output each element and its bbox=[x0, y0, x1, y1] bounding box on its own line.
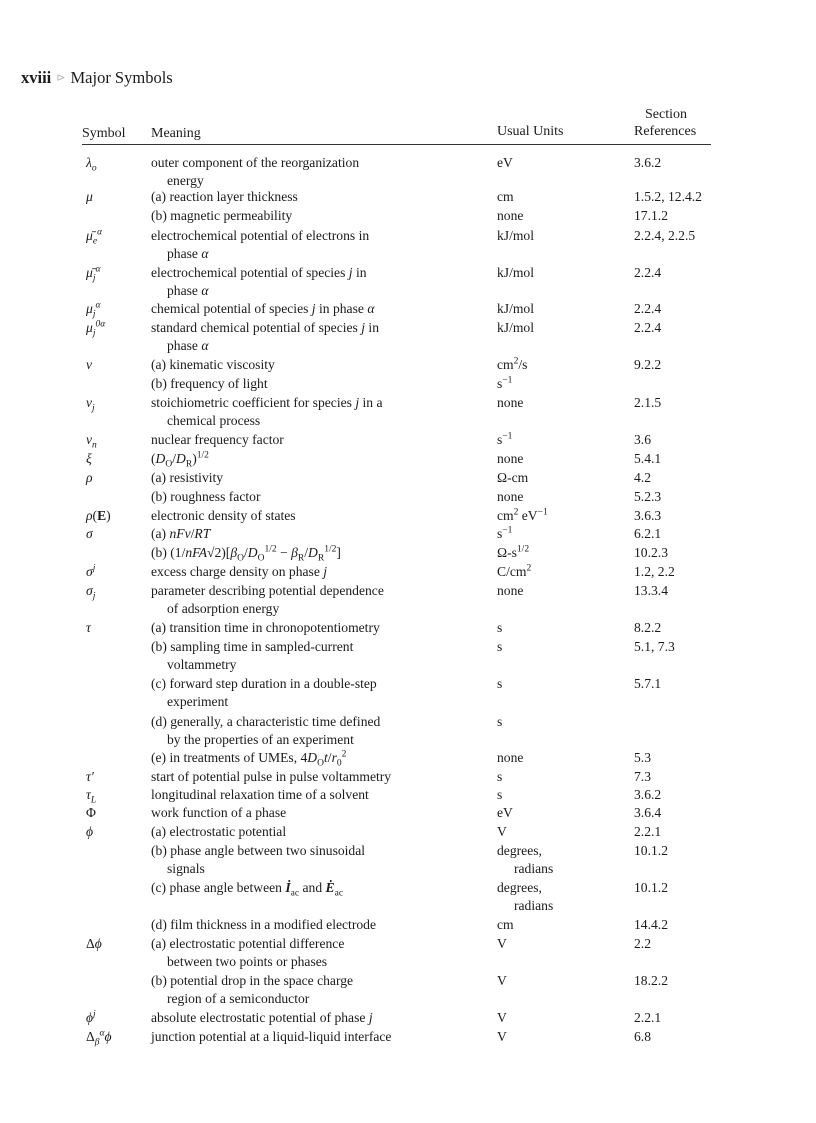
symbol-cell: ξ bbox=[86, 451, 92, 466]
meaning-line: (b) potential drop in the space charge bbox=[151, 973, 354, 988]
symbol-cell: $\Delta_\beta^\alpha\phi$ bbox=[86, 1028, 112, 1048]
meaning-cell bbox=[151, 675, 491, 710]
units-line: s bbox=[497, 639, 503, 654]
units-line: V bbox=[497, 1010, 507, 1025]
units-cell bbox=[497, 300, 617, 318]
section-references-cell: 2.2.4 bbox=[634, 301, 662, 316]
units-line: V bbox=[497, 973, 507, 988]
section-references-cell: 3.6.2 bbox=[634, 155, 662, 170]
meaning-line: (e) in treatments of UMEs, $4D_Ot/r_0^2$ bbox=[151, 749, 347, 769]
meaning-cell bbox=[151, 207, 491, 225]
units-cell bbox=[497, 786, 617, 804]
meaning-cell bbox=[151, 394, 491, 429]
units-line: degrees, bbox=[497, 880, 542, 895]
meaning-line: (a) electrostatic potential bbox=[151, 824, 287, 839]
section-references-cell: 5.7.1 bbox=[634, 676, 662, 691]
units-cell bbox=[497, 563, 617, 581]
units-cell bbox=[497, 431, 617, 449]
meaning-line: (b) roughness factor bbox=[151, 489, 261, 504]
meaning-cell bbox=[151, 768, 491, 786]
meaning-line: (d) generally, a characteristic time defined bbox=[151, 714, 381, 729]
column-header-symbol: Symbol bbox=[82, 126, 126, 141]
meaning-cell bbox=[151, 356, 491, 374]
meaning-cell bbox=[151, 300, 491, 318]
section-references-cell: 1.2, 2.2 bbox=[634, 564, 675, 579]
units-cell bbox=[497, 916, 617, 934]
meaning-line: phase α bbox=[167, 245, 209, 261]
meaning-cell bbox=[151, 972, 491, 1007]
units-line: eV bbox=[497, 155, 513, 170]
section-references-cell: 5.1, 7.3 bbox=[634, 639, 675, 654]
meaning-line: start of potential pulse in pulse voltammetry bbox=[151, 769, 392, 784]
symbol-cell: ρ bbox=[86, 470, 93, 485]
symbol-cell: ϕ bbox=[86, 824, 94, 839]
section-references-cell: 2.1.5 bbox=[634, 395, 662, 410]
units-line: kJ/mol bbox=[497, 301, 535, 316]
meaning-line: stoichiometric coefficient for species j in a bbox=[151, 395, 383, 410]
units-line: kJ/mol bbox=[497, 228, 535, 243]
section-references-cell: 10.1.2 bbox=[634, 843, 668, 858]
units-cell bbox=[497, 375, 617, 393]
meaning-cell bbox=[151, 154, 491, 189]
meaning-cell bbox=[151, 563, 491, 581]
arrow-icon: ⊳ bbox=[56, 72, 66, 84]
meaning-line: phase α bbox=[167, 337, 209, 353]
meaning-cell bbox=[151, 469, 491, 487]
units-cell bbox=[497, 544, 617, 562]
section-references-cell: 5.4.1 bbox=[634, 451, 662, 466]
units-line: radians bbox=[514, 897, 554, 913]
symbol-cell: $\sigma^j$ bbox=[86, 563, 96, 579]
meaning-cell bbox=[151, 450, 491, 468]
section-references-cell: 2.2.4 bbox=[634, 265, 662, 280]
section-references-cell: 10.1.2 bbox=[634, 880, 668, 895]
units-line: none bbox=[497, 489, 524, 504]
meaning-cell bbox=[151, 916, 491, 934]
section-references-cell: 4.2 bbox=[634, 470, 651, 485]
meaning-cell bbox=[151, 1009, 491, 1027]
meaning-cell bbox=[151, 638, 491, 673]
units-line: none bbox=[497, 208, 524, 223]
meaning-line: (c) phase angle between $İ_{ac}$ and $Ė_{ac}$ bbox=[151, 880, 344, 899]
meaning-line: (a) kinematic viscosity bbox=[151, 357, 275, 372]
units-line: eV bbox=[497, 805, 513, 820]
units-line: Ω-cm bbox=[497, 470, 529, 485]
units-cell bbox=[497, 1028, 617, 1046]
meaning-line: experiment bbox=[167, 693, 229, 709]
meaning-line: (c) forward step duration in a double-step bbox=[151, 676, 377, 691]
meaning-cell bbox=[151, 1028, 491, 1046]
units-cell bbox=[497, 823, 617, 841]
meaning-cell bbox=[151, 544, 491, 562]
section-references-cell: 9.2.2 bbox=[634, 357, 662, 372]
units-cell bbox=[497, 675, 617, 693]
symbol-cell: $\lambda_o$ bbox=[86, 155, 97, 174]
meaning-line: between two points or phases bbox=[167, 953, 328, 969]
symbol-cell: $\mū_e^\alpha$ bbox=[86, 227, 103, 247]
section-references-cell: 3.6.4 bbox=[634, 805, 662, 820]
units-cell bbox=[497, 356, 617, 374]
units-cell bbox=[497, 394, 617, 412]
meaning-cell bbox=[151, 319, 491, 354]
symbol-cell: $\mu_j^\alpha$ bbox=[86, 300, 101, 320]
units-line: s bbox=[497, 769, 503, 784]
units-line: kJ/mol bbox=[497, 265, 535, 280]
units-line: V bbox=[497, 1029, 507, 1044]
meaning-cell bbox=[151, 842, 491, 877]
meaning-line: electronic density of states bbox=[151, 508, 296, 523]
meaning-line: of adsorption energy bbox=[167, 600, 280, 616]
units-cell bbox=[497, 582, 617, 600]
units-cell bbox=[497, 749, 617, 767]
units-line: cm bbox=[497, 917, 514, 932]
column-header-units: Usual Units bbox=[497, 124, 564, 139]
symbol-cell: $\mu_j^{0\alpha}$ bbox=[86, 319, 106, 339]
meaning-cell bbox=[151, 582, 491, 617]
meaning-cell bbox=[151, 525, 491, 543]
page-title: Major Symbols bbox=[70, 68, 173, 87]
symbol-cell: $\sigma_j$ bbox=[86, 583, 96, 602]
symbol-cell: Φ bbox=[86, 805, 96, 820]
symbol-cell: τ bbox=[86, 620, 91, 635]
meaning-line: (b) frequency of light bbox=[151, 376, 268, 391]
meaning-line: (a) nFv/RT bbox=[151, 526, 211, 541]
column-header-references: References bbox=[634, 124, 697, 139]
section-references-cell: 7.3 bbox=[634, 769, 651, 784]
meaning-line: longitudinal relaxation time of a solvent bbox=[151, 787, 369, 802]
header-rule bbox=[82, 144, 711, 145]
symbol-cell: $\nu_j$ bbox=[86, 395, 95, 414]
symbol-cell: ρ(E) bbox=[86, 508, 111, 523]
meaning-cell bbox=[151, 713, 491, 748]
units-cell bbox=[497, 450, 617, 468]
symbol-cell: μ bbox=[86, 189, 93, 204]
meaning-cell bbox=[151, 227, 491, 262]
units-cell bbox=[497, 713, 617, 731]
section-references-cell: 5.2.3 bbox=[634, 489, 662, 504]
meaning-cell bbox=[151, 823, 491, 841]
meaning-line: voltammetry bbox=[167, 656, 237, 672]
meaning-line: (a) reaction layer thickness bbox=[151, 189, 298, 204]
section-references-cell: 3.6.3 bbox=[634, 508, 662, 523]
meaning-line: region of a semiconductor bbox=[167, 990, 310, 1006]
meaning-line: excess charge density on phase j bbox=[151, 564, 328, 579]
meaning-line: (b) magnetic permeability bbox=[151, 208, 293, 223]
units-line: $C/cm^2$ bbox=[497, 563, 532, 579]
section-references-cell: 1.5.2, 12.4.2 bbox=[634, 189, 702, 204]
units-line: s bbox=[497, 714, 503, 729]
meaning-line: (a) transition time in chronopotentiometry bbox=[151, 620, 380, 635]
meaning-cell bbox=[151, 507, 491, 525]
section-references-cell: 18.2.2 bbox=[634, 973, 668, 988]
units-line: radians bbox=[514, 860, 554, 876]
units-cell bbox=[497, 972, 617, 990]
meaning-line: $(D_O/D_R)^{1/2}$ bbox=[151, 450, 209, 470]
units-line: $\Omega-s^{1/2}$ bbox=[497, 544, 530, 560]
units-line: V bbox=[497, 936, 507, 951]
meaning-cell bbox=[151, 879, 491, 897]
meaning-line: outer component of the reorganization bbox=[151, 155, 360, 170]
meaning-line: by the properties of an experiment bbox=[167, 731, 354, 747]
units-cell bbox=[497, 935, 617, 953]
units-line: none bbox=[497, 395, 524, 410]
section-references-cell: 14.4.2 bbox=[634, 917, 668, 932]
meaning-cell bbox=[151, 935, 491, 970]
meaning-cell bbox=[151, 786, 491, 804]
units-line: none bbox=[497, 451, 524, 466]
units-cell bbox=[497, 804, 617, 822]
symbol-cell: $\mū_j^\alpha$ bbox=[86, 264, 101, 284]
meaning-line: chemical potential of species j in phase α bbox=[151, 301, 375, 316]
meaning-line: standard chemical potential of species j in bbox=[151, 320, 380, 335]
units-line: none bbox=[497, 583, 524, 598]
meaning-line: (d) film thickness in a modified electrode bbox=[151, 917, 376, 932]
meaning-cell bbox=[151, 264, 491, 299]
units-line: kJ/mol bbox=[497, 320, 535, 335]
units-cell bbox=[497, 188, 617, 206]
symbol-cell: $\tau_L$ bbox=[86, 787, 97, 806]
column-header-section: Section bbox=[645, 107, 687, 122]
section-references-cell: 2.2.1 bbox=[634, 824, 662, 839]
meaning-line: (a) resistivity bbox=[151, 470, 224, 485]
section-references-cell: 3.6 bbox=[634, 432, 651, 447]
units-cell bbox=[497, 488, 617, 506]
units-cell bbox=[497, 154, 617, 172]
meaning-cell bbox=[151, 488, 491, 506]
symbol-cell: $\phi^j$ bbox=[86, 1009, 96, 1025]
meaning-line: parameter describing potential dependence bbox=[151, 583, 384, 598]
units-line: degrees, bbox=[497, 843, 542, 858]
section-references-cell: 17.1.2 bbox=[634, 208, 668, 223]
units-cell bbox=[497, 879, 617, 914]
section-references-cell: 2.2.4 bbox=[634, 320, 662, 335]
units-line: none bbox=[497, 750, 524, 765]
units-cell bbox=[497, 264, 617, 282]
meaning-cell bbox=[151, 619, 491, 637]
units-cell bbox=[497, 507, 617, 525]
section-references-cell: 13.3.4 bbox=[634, 583, 668, 598]
meaning-line: (a) electrostatic potential difference bbox=[151, 936, 345, 951]
meaning-line: chemical process bbox=[167, 412, 261, 428]
units-cell bbox=[497, 768, 617, 786]
symbol-cell: ν bbox=[86, 357, 93, 372]
symbol-cell: σ bbox=[86, 526, 93, 541]
symbol-cell: Δϕ bbox=[86, 936, 102, 951]
meaning-line: (b) phase angle between two sinusoidal bbox=[151, 843, 366, 858]
page-header bbox=[21, 68, 173, 88]
symbol-cell: τ′ bbox=[86, 769, 94, 784]
units-line: s bbox=[497, 620, 503, 635]
meaning-line: absolute electrostatic potential of phase j bbox=[151, 1010, 373, 1025]
section-references-cell: 6.2.1 bbox=[634, 526, 662, 541]
units-cell bbox=[497, 319, 617, 337]
units-cell bbox=[497, 469, 617, 487]
units-line: $cm^2/s$ bbox=[497, 356, 528, 372]
units-line: $s^{-1}$ bbox=[497, 431, 513, 447]
units-line: s bbox=[497, 787, 503, 802]
column-header-section-references bbox=[634, 106, 696, 140]
meaning-line: (b) sampling time in sampled-current bbox=[151, 639, 354, 654]
column-header-meaning: Meaning bbox=[151, 126, 201, 141]
units-cell bbox=[497, 638, 617, 656]
units-line: cm bbox=[497, 189, 514, 204]
units-cell bbox=[497, 619, 617, 637]
meaning-line: phase α bbox=[167, 282, 209, 298]
units-cell bbox=[497, 1009, 617, 1027]
units-line: $s^{-1}$ bbox=[497, 375, 513, 391]
section-references-cell: 2.2.1 bbox=[634, 1010, 662, 1025]
meaning-cell bbox=[151, 804, 491, 822]
section-references-cell: 5.3 bbox=[634, 750, 651, 765]
units-line: $s^{-1}$ bbox=[497, 525, 513, 541]
meaning-line: signals bbox=[167, 860, 205, 876]
meaning-line: energy bbox=[167, 172, 204, 188]
units-cell bbox=[497, 525, 617, 543]
section-references-cell: 2.2.4, 2.2.5 bbox=[634, 228, 696, 243]
meaning-cell bbox=[151, 749, 491, 767]
units-cell bbox=[497, 207, 617, 225]
symbol-cell: $\nu_n$ bbox=[86, 432, 97, 451]
section-references-cell: 3.6.2 bbox=[634, 787, 662, 802]
meaning-cell bbox=[151, 375, 491, 393]
units-line: V bbox=[497, 824, 507, 839]
meaning-cell bbox=[151, 431, 491, 449]
section-references-cell: 2.2 bbox=[634, 936, 651, 951]
section-references-cell: 10.2.3 bbox=[634, 545, 668, 560]
units-cell bbox=[497, 842, 617, 877]
meaning-line: electrochemical potential of species j in bbox=[151, 265, 367, 280]
meaning-line: nuclear frequency factor bbox=[151, 432, 284, 447]
meaning-cell bbox=[151, 188, 491, 206]
meaning-line: (b) $(1/nFA√2)[\beta_O/D_O^{1/2} - \beta_R/D_R^{1/2}]$ bbox=[151, 544, 341, 564]
units-line: $cm^2$ $eV^{-1}$ bbox=[497, 507, 548, 523]
units-line: s bbox=[497, 676, 503, 691]
section-references-cell: 6.8 bbox=[634, 1029, 651, 1044]
section-references-cell: 8.2.2 bbox=[634, 620, 662, 635]
units-cell bbox=[497, 227, 617, 245]
page-number: xviii bbox=[21, 68, 52, 87]
meaning-line: electrochemical potential of electrons in bbox=[151, 228, 370, 243]
meaning-line: work function of a phase bbox=[151, 805, 287, 820]
meaning-line: junction potential at a liquid-liquid interface bbox=[151, 1029, 392, 1044]
